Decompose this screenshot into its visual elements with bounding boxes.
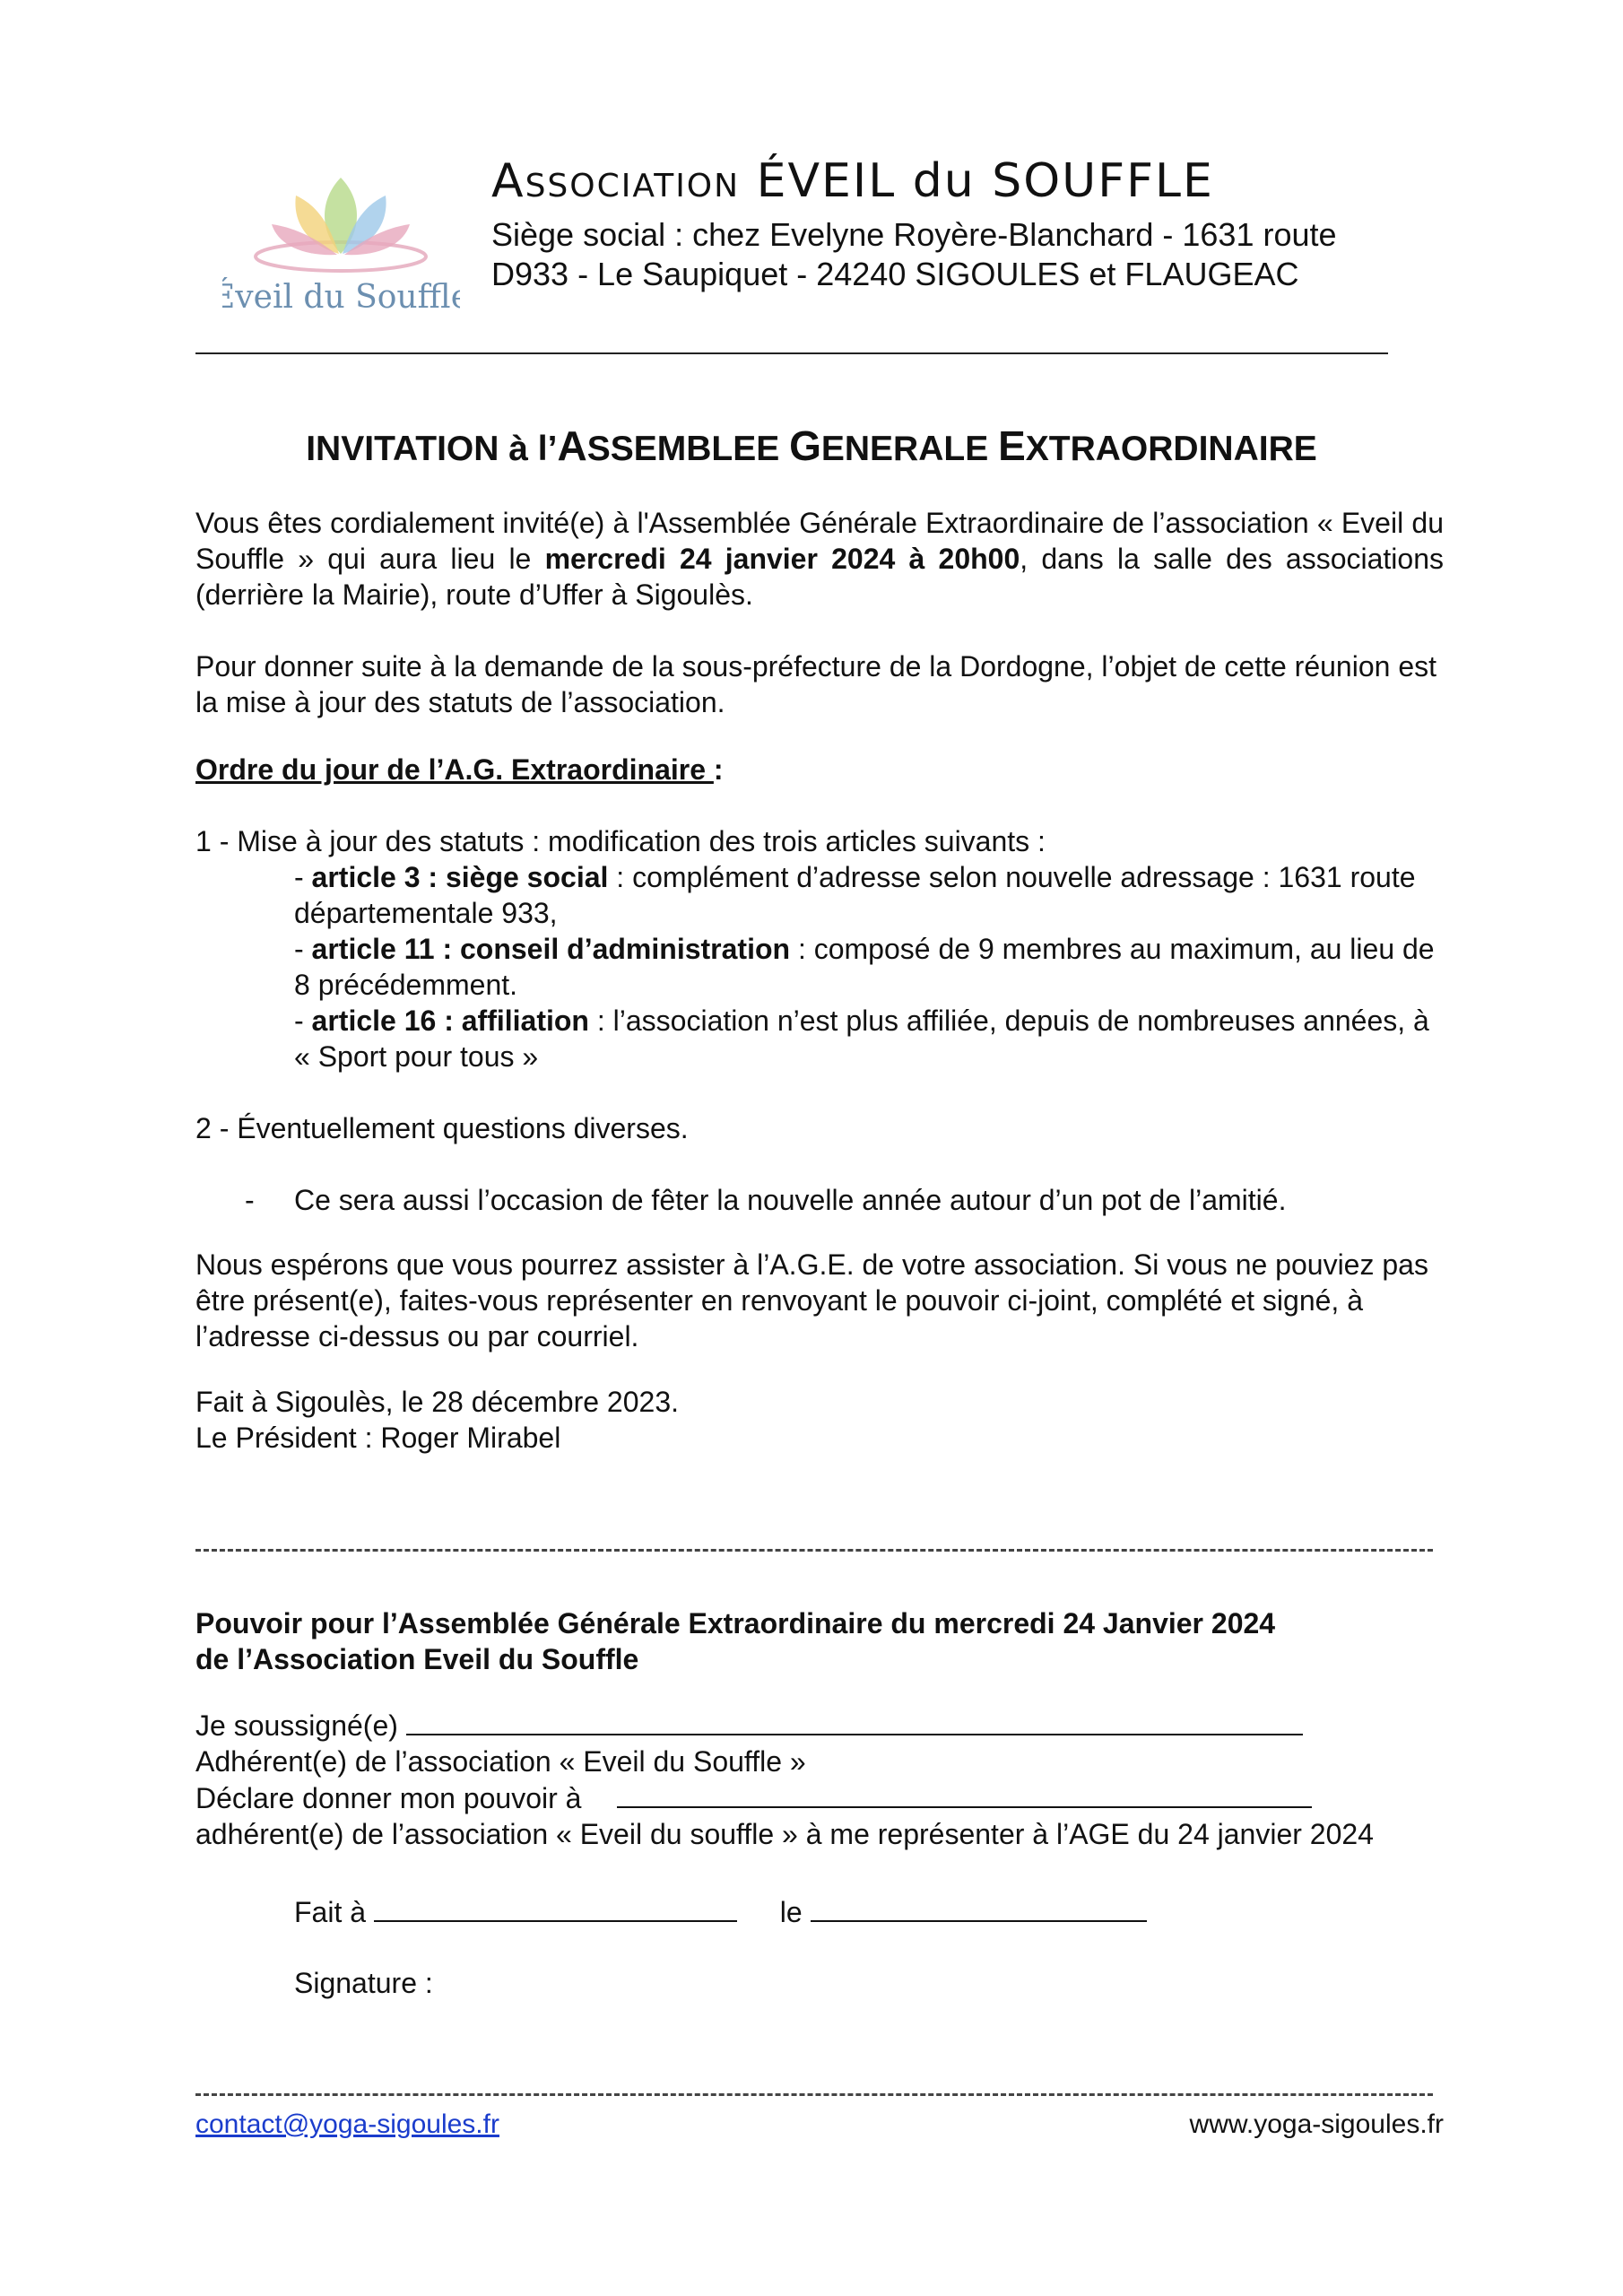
association-title [491, 154, 1214, 208]
article-label: article 3 : siège social [311, 861, 609, 893]
date-field[interactable] [811, 1893, 1147, 1922]
soussigne-field[interactable] [406, 1707, 1303, 1735]
bullet-dash: - [245, 1184, 255, 1216]
agenda-item-2: 2 - Éventuellement questions diverses. [195, 1112, 689, 1144]
declare-label: Déclare donner mon pouvoir à [195, 1782, 582, 1814]
header-divider [195, 352, 1388, 354]
purpose-paragraph: Pour donner suite à la demande de la sous-préfecture de la Dordogne, l’objet de cette réunion est la mise à jour des statuts de l’association. [195, 650, 1436, 718]
place-field[interactable] [374, 1893, 737, 1922]
proxy-form [195, 1707, 1444, 1852]
logo-text: Éveil du Souffle [222, 279, 460, 316]
intro-text-a: Vous êtes cordialement invité(e) à l'Assemblée Générale Extraordinaire de l’association « Eveil du Souffle » qui aura lieu le [195, 507, 1444, 575]
intro-paragraph [195, 505, 1444, 613]
head-office-address [491, 215, 1388, 294]
represent-line: adhérent(e) de l’association « Eveil du souffle » à me représenter à l’AGE du 24 janvier 2024 [195, 1818, 1374, 1850]
cut-line-top [195, 1549, 1433, 1552]
agenda-heading-colon: : [713, 753, 724, 786]
proxy-holder-field[interactable] [617, 1779, 1312, 1808]
proxy-title [195, 1605, 1444, 1677]
date-label: le [779, 1896, 803, 1928]
meeting-datetime: mercredi 24 janvier 2024 à 20h00 [544, 543, 1020, 575]
bullet-text: Ce sera aussi l’occasion de fêter la nouvelle année autour d’un pot de l’amitié. [294, 1184, 1287, 1216]
title-part-1: INVITATION à l’ [306, 430, 558, 468]
agenda-heading-text: Ordre du jour de l’A.G. Extraordinaire [195, 753, 714, 786]
title-part-3b: ENERALE [820, 430, 999, 468]
website-text: www.yoga-sigoules.fr [1189, 2109, 1444, 2139]
lotus-icon [222, 160, 460, 321]
fait-a-label: Fait à [294, 1896, 367, 1928]
title-part-2b: SSEMBLEE [586, 430, 790, 468]
title-prefix: Association [491, 154, 741, 208]
adherent-line: Adhérent(e) de l’association « Eveil du Souffle » [195, 1745, 806, 1778]
closing-paragraph: Nous espérons que vous pourrez assister à l’A.G.E. de votre association. Si vous ne pouviez pas être présent(e), faites-vous représenter en renvoyant le pouvoir ci-joint, complété et signé, à l’adresse ci-dessus ou par courriel. [195, 1248, 1428, 1352]
article-detail: : l’association n’est plus affiliée, depuis de nombreuses années, à « Sport pour tous » [294, 1004, 1429, 1073]
signature-block [195, 1384, 1444, 1456]
article-3 [195, 859, 1444, 931]
article-prefix: - [294, 861, 312, 893]
page-title [0, 422, 1623, 470]
agenda-list [195, 823, 1444, 1074]
bullet-celebration [195, 1182, 1444, 1218]
article-label: article 16 : affiliation [311, 1004, 589, 1037]
email-link[interactable]: contact@yoga-sigoules.fr [195, 2109, 499, 2139]
soussigne-label: Je soussigné(e) [195, 1709, 398, 1742]
signature-label: Signature : [294, 1967, 433, 1999]
title-part-2a: A [557, 422, 587, 469]
proxy-title-line-2: de l’Association Eveil du Souffle [195, 1643, 639, 1675]
association-logo [222, 160, 460, 321]
intro-text-b: , dans la salle des associations (derrière la Mairie), route d’Uffer à Sigoulès. [195, 543, 1445, 611]
fait-a-row [195, 1893, 1444, 1930]
soussigne-row [195, 1707, 1444, 1744]
address-line-1: Siège social : chez Evelyne Royère-Blanchard - 1631 route [491, 216, 1337, 253]
title-part-4b: XTRAORDINAIRE [1025, 430, 1317, 468]
article-prefix: - [294, 933, 312, 965]
declare-row [195, 1779, 1444, 1816]
article-detail: : complément d’adresse selon nouvelle adressage : 1631 route départementale 933, [294, 861, 1416, 929]
article-prefix: - [294, 1004, 312, 1037]
title-part-4a: E [998, 422, 1026, 469]
title-main: ÉVEIL du SOUFFLE [756, 154, 1214, 208]
article-label: article 11 : conseil d’administration [311, 933, 791, 965]
address-line-2: D933 - Le Saupiquet - 24240 SIGOULES et FLAUGEAC [491, 256, 1299, 292]
agenda-item-1: 1 - Mise à jour des statuts : modification des trois articles suivants : [195, 825, 1046, 857]
title-part-3a: G [789, 422, 821, 469]
agenda-heading [195, 752, 1444, 787]
cut-line-bottom [195, 2093, 1433, 2096]
place-date: Fait à Sigoulès, le 28 décembre 2023. [195, 1386, 679, 1418]
article-16 [195, 1003, 1444, 1074]
article-11 [195, 931, 1444, 1003]
president-name: Le Président : Roger Mirabel [195, 1422, 561, 1454]
article-detail: : composé de 9 membres au maximum, au lieu de 8 précédemment. [294, 933, 1435, 1001]
proxy-title-line-1: Pouvoir pour l’Assemblée Générale Extraordinaire du mercredi 24 Janvier 2024 [195, 1607, 1276, 1639]
